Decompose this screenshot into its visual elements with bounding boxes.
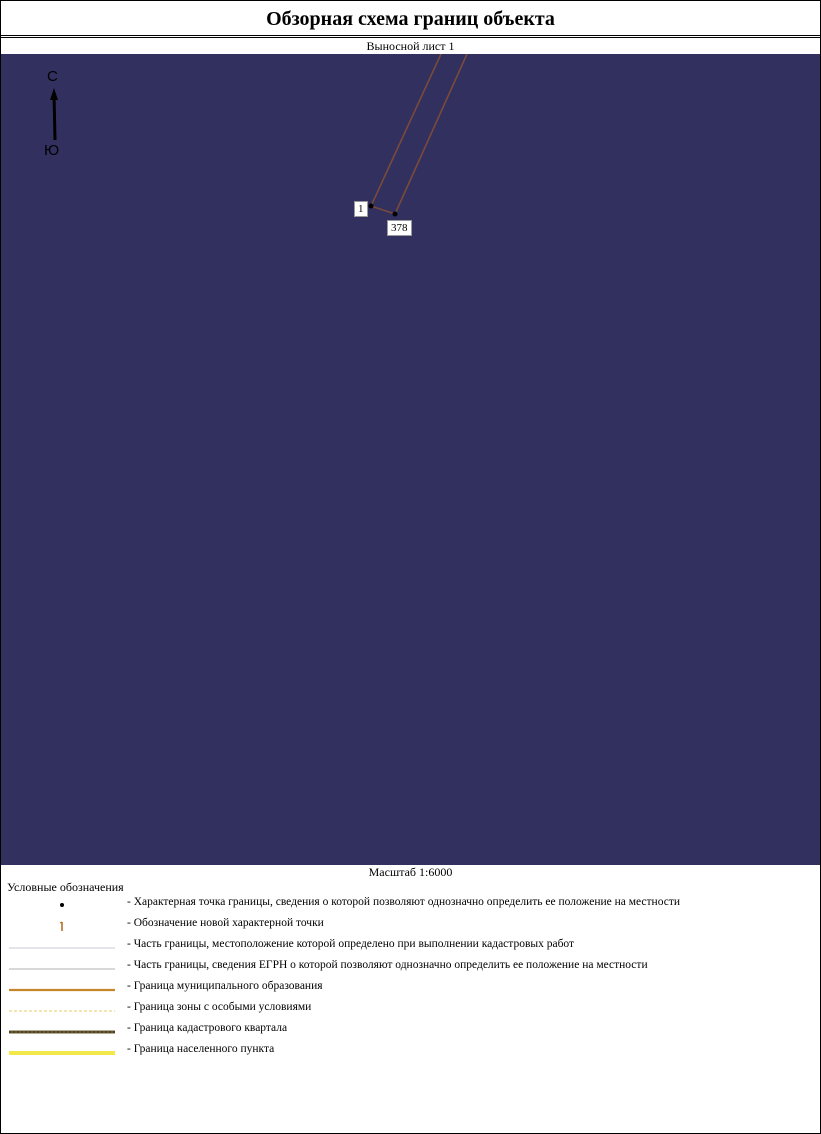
compass-north-label: С [47, 68, 58, 85]
legend-item-label: - Характерная точка границы, сведения о которой позволяют однозначно определить ее положение на местности [127, 896, 681, 908]
legend-item-label: - Граница населенного пункта [127, 1043, 275, 1055]
map-area[interactable] [1, 54, 820, 865]
legend-item [1, 1000, 820, 1018]
new-point-icon [9, 916, 115, 934]
cadastral-quarter-line [9, 1021, 115, 1039]
legend-item [1, 979, 820, 997]
egrn-boundary-line [9, 958, 115, 976]
legend-item-label: - Часть границы, сведения ЕГРН о которой позволяют однозначно определить ее положение на местности [127, 959, 648, 971]
legend-item [1, 1021, 820, 1039]
special-zone-line [9, 1000, 115, 1018]
compass-arrowhead-icon [50, 88, 58, 100]
legend-item [1, 1042, 820, 1060]
legend-item [1, 916, 820, 934]
boundary-line-3 [371, 206, 395, 214]
compass-south-label: Ю [44, 142, 60, 159]
legend-item-label: - Граница зоны с особыми условиями [127, 1001, 312, 1013]
legend-title: Условные обозначения [7, 880, 124, 894]
surveyed-boundary-line [9, 937, 115, 955]
point-label-1: 1 [354, 201, 368, 217]
legend-item-label: - Часть границы, местоположение которой определено при выполнении кадастровых работ [127, 938, 575, 950]
boundary-line-2 [395, 54, 467, 214]
boundary-point-378-icon [393, 212, 398, 217]
legend-item-label: - Обозначение новой характерной точки [127, 917, 324, 929]
legend-item [1, 937, 820, 955]
municipal-boundary-line [9, 979, 115, 997]
page-title: Обзорная схема границ объекта [1, 1, 820, 36]
map-drawing [1, 54, 820, 865]
point-dot-icon [9, 895, 115, 913]
settlement-boundary-line [9, 1042, 115, 1060]
legend-item-label: - Граница муниципального образования [127, 980, 323, 992]
legend-item-label: - Граница кадастрового квартала [127, 1022, 288, 1034]
boundary-point-1-icon [369, 204, 374, 209]
legend-item [1, 895, 820, 913]
sheet-subtitle: Выносной лист 1 [1, 37, 820, 54]
boundary-line-1 [371, 54, 441, 206]
map-scale: Масштаб 1:6000 [368, 865, 453, 879]
compass-arrow-icon [54, 94, 55, 140]
point-label-378: 378 [387, 220, 412, 236]
legend-item [1, 958, 820, 976]
